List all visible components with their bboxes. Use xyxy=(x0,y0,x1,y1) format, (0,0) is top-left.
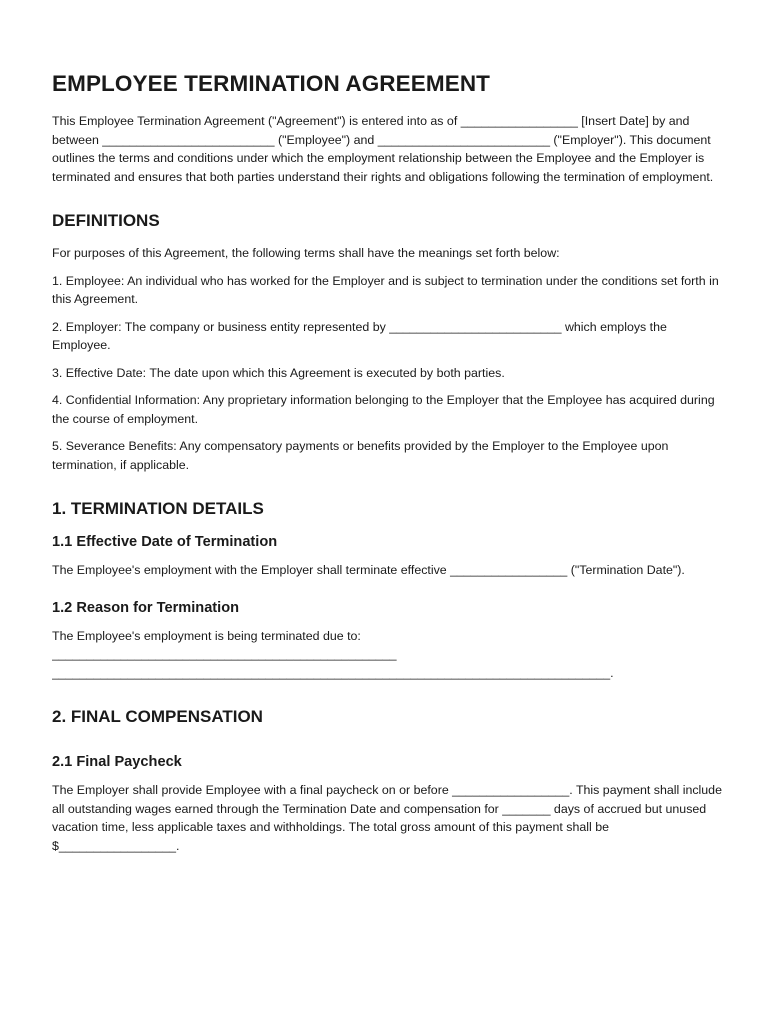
definitions-lead: For purposes of this Agreement, the following terms shall have the meanings set forth below: xyxy=(52,246,560,260)
definition-item-employer: 2. Employer: The company or business entity represented by _________________________ which employs the Employee. xyxy=(52,319,667,352)
definition-item-severance-benefits: 5. Severance Benefits: Any compensatory payments or benefits provided by the Employer to the Employee upon termination, if applicable. xyxy=(52,439,669,472)
reason-blank-line-1: __________________________________________________ xyxy=(52,647,397,661)
effective-date-text: The Employee's employment with the Employer shall terminate effective _________________ ("Termination Date"). xyxy=(52,563,685,577)
final-compensation-heading: 2. FINAL COMPENSATION xyxy=(52,707,263,726)
document-page xyxy=(52,70,722,855)
definition-item-effective-date: 3. Effective Date: The date upon which this Agreement is executed by both parties. xyxy=(52,365,505,380)
final-paycheck-heading: 2.1 Final Paycheck xyxy=(52,754,182,770)
reason-blank-line-2: _________________________________________________________________________________. xyxy=(52,665,614,680)
reason-text: The Employee's employment is being terminated due to: xyxy=(52,628,361,643)
document-title: EMPLOYEE TERMINATION AGREEMENT xyxy=(52,71,491,96)
definition-item-confidential-information: 4. Confidential Information: Any proprietary information belonging to the Employer that the Employee has acquired during the course of employment. xyxy=(52,393,715,426)
intro-paragraph: This Employee Termination Agreement ("Agreement") is entered into as of _________________ [Insert Date] by and between _________________________ ("Employee") and _________________________ ("Employer"). This document outlines the terms and conditions under which the employment relationship between the Employee and the Employer is terminated and ensures that both parties understand their rights and obligations following the termination of employment. xyxy=(52,114,714,184)
effective-date-heading: 1.1 Effective Date of Termination xyxy=(52,534,278,550)
definition-item-employee: 1. Employee: An individual who has worked for the Employer and is subject to termination under the conditions set forth in this Agreement. xyxy=(52,273,719,306)
termination-details-heading: 1. TERMINATION DETAILS xyxy=(52,499,264,518)
definitions-heading: DEFINITIONS xyxy=(52,211,160,230)
reason-heading: 1.2 Reason for Termination xyxy=(52,599,240,616)
final-paycheck-text: The Employer shall provide Employee with a final paycheck on or before _________________. This payment shall include all outstanding wages earned through the Termination Date and compensation for _______ days of accrued but unused vacation time, less applicable taxes and withholdings. The total gross amount of this payment shall be $_________________. xyxy=(52,783,722,853)
